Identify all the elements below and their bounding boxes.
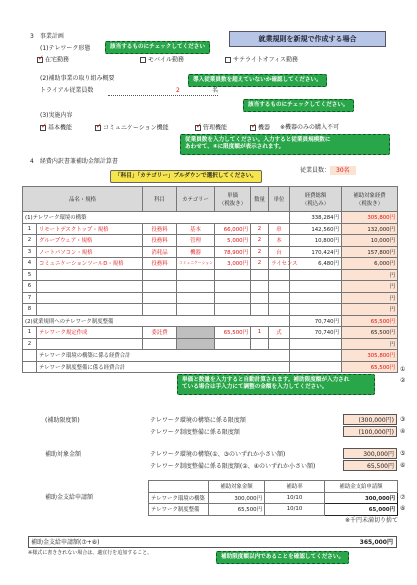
- total-cost: [290, 281, 342, 293]
- group2-subsidy: 65,500円: [342, 315, 398, 327]
- subject-select[interactable]: 役務料: [143, 235, 177, 247]
- group1-label: (1)テレワーク環境の構築: [23, 212, 290, 224]
- unit-price[interactable]: [215, 304, 251, 316]
- unit[interactable]: [269, 269, 290, 281]
- subsidy-cost: 157,800円: [342, 246, 398, 258]
- subsidy-cost: 円: [342, 304, 398, 316]
- q2-label: (2)補助事業の取り組み概要: [40, 75, 115, 82]
- group1-row: [23, 246, 398, 258]
- unit-price[interactable]: [215, 292, 251, 304]
- group1-row: [23, 292, 398, 304]
- group1-row: [23, 235, 398, 247]
- application-table: [148, 480, 398, 516]
- unit-price[interactable]: 3,000円: [215, 258, 251, 270]
- quantity[interactable]: [251, 304, 269, 316]
- row-number: 2: [23, 338, 37, 350]
- total-cost: 10,800円: [290, 235, 342, 247]
- total-cost: 6,480円: [290, 258, 342, 270]
- marker-3: ③: [400, 416, 406, 423]
- header-category: カテゴリー: [177, 187, 215, 212]
- category-select[interactable]: [177, 327, 215, 339]
- unit-price[interactable]: [215, 281, 251, 293]
- row-number: 7: [23, 292, 37, 304]
- unit[interactable]: [269, 338, 290, 350]
- app-col-value: 補助金支給申請額: [325, 481, 398, 493]
- subsidy-cost: 円: [342, 338, 398, 350]
- limits-heading: (補助限度額): [45, 417, 80, 424]
- app-row2-label: テレワーク制度整備: [149, 504, 209, 516]
- subject-select[interactable]: [143, 292, 177, 304]
- header-unit: 単位: [269, 187, 290, 212]
- option-device[interactable]: ✓ 機器: [250, 125, 270, 132]
- app-row2-amount: 65,500円: [209, 504, 265, 516]
- marker-7: ⑦: [400, 494, 406, 501]
- category-select[interactable]: 管理: [177, 235, 215, 247]
- row-number: 2: [23, 235, 37, 247]
- item-name[interactable]: [37, 269, 143, 281]
- device-note: ※機器のみの購入不可: [280, 124, 340, 131]
- subject-select[interactable]: [143, 338, 177, 350]
- app-row1-amount: 300,000円: [209, 492, 265, 504]
- unit[interactable]: ライセンス: [269, 258, 290, 270]
- expense-table: [22, 186, 398, 373]
- header-unit-price: 単価 （税抜き）: [215, 187, 251, 212]
- group2-total: 70,740円: [290, 315, 342, 327]
- marker-2: ②: [400, 377, 406, 384]
- header-total: 経費総額 （税込み）: [290, 187, 342, 212]
- subject-select[interactable]: [143, 281, 177, 293]
- sum1-row: [23, 350, 398, 362]
- unit-price[interactable]: 65,500円: [215, 327, 251, 339]
- unit-price[interactable]: 66,000円: [215, 223, 251, 235]
- quantity[interactable]: 2: [251, 258, 269, 270]
- option-mobile[interactable]: モバイル勤務: [140, 57, 184, 64]
- row-number: 1: [23, 223, 37, 235]
- target2-label: テレワーク制度整備に係る限度額(②、④のいずれか小さい額): [150, 463, 316, 470]
- callout-employee-limit: 導入従業員数を超えていないか確認してください。: [188, 74, 327, 87]
- table-header-row: [23, 187, 398, 212]
- subsidy-cost: 10,000円: [342, 235, 398, 247]
- q3-label: (3)実施内容: [40, 112, 73, 119]
- total-cost: 70,740円: [290, 327, 342, 339]
- unit-price[interactable]: [215, 269, 251, 281]
- group1-row: [23, 212, 398, 224]
- row-number: 3: [23, 246, 37, 258]
- quantity[interactable]: 2: [251, 235, 269, 247]
- header-qty: 数量: [251, 187, 269, 212]
- app-col-amount: 補助対象金額: [209, 481, 265, 493]
- marker-1: ①: [400, 366, 406, 373]
- total-cost: [290, 292, 342, 304]
- target1-value: 300,000円: [343, 448, 397, 459]
- group2-row: [23, 327, 398, 339]
- row-number: 4: [23, 258, 37, 270]
- unit-price[interactable]: 78,900円: [215, 246, 251, 258]
- item-name[interactable]: コミュニケーションツールD・規格: [37, 258, 143, 270]
- final-value: 365,000円: [359, 539, 393, 546]
- category-select[interactable]: 機器: [177, 246, 215, 258]
- rounding-note: ※千円未満切り捨て: [345, 517, 399, 524]
- q1-label: (1)テレワーク形態: [40, 45, 91, 52]
- final-label: 補助金支給申請額(⑦+⑧): [31, 539, 100, 546]
- row-number: 1: [23, 327, 37, 339]
- option-satellite[interactable]: サテライトオフィス勤務: [225, 57, 298, 64]
- quantity[interactable]: [251, 338, 269, 350]
- callout-check-content: 該当するものにチェックしてください。: [243, 99, 354, 112]
- title-box: 就業規則を新規で作成する場合: [229, 31, 386, 47]
- item-name[interactable]: [37, 304, 143, 316]
- checkbox-icon[interactable]: [195, 125, 201, 131]
- total-cost: [290, 269, 342, 281]
- target-heading: 補助対象金額: [45, 451, 82, 458]
- row-number: 8: [23, 304, 37, 316]
- header-item: 品名・規格: [23, 187, 143, 212]
- marker-4: ④: [400, 428, 406, 435]
- subject-select[interactable]: 委託費: [143, 327, 177, 339]
- marker-6: ⑥: [400, 462, 406, 469]
- sum2-label: テレワーク制度整備に係る経費合計: [37, 361, 290, 373]
- item-name[interactable]: テレワーク規定作成: [37, 327, 143, 339]
- option-basic[interactable]: ✓基本機能: [40, 125, 72, 132]
- group1-row: [23, 258, 398, 270]
- checkbox-icon[interactable]: [250, 125, 256, 131]
- app-row1-value: 300,000円: [325, 492, 398, 504]
- group1-row: [23, 304, 398, 316]
- marker-8: ⑧: [400, 505, 406, 512]
- limit1-value: (300,000円): [343, 414, 397, 425]
- section4-heading: 4 経費内訳書兼補助金額計算書: [30, 158, 118, 165]
- app-row2-value: 65,000円: [325, 504, 398, 516]
- group1-total: 338,284円: [290, 212, 342, 224]
- category-select[interactable]: [177, 338, 215, 350]
- unit-price[interactable]: [215, 338, 251, 350]
- option-communication[interactable]: ✓ コミュニケーション機能: [95, 125, 169, 132]
- sum1-value: 305,800円: [342, 350, 398, 362]
- callout-auto-calc: 単価と数量を入力すると自動計算されます。補助限度額が入力され ている場合は手入力にて調整の金額を入力してください。: [177, 374, 375, 395]
- category-select[interactable]: 基本: [177, 223, 215, 235]
- checkbox-icon[interactable]: [37, 57, 43, 63]
- employee-count-input[interactable]: 30名: [330, 166, 356, 175]
- group1-row: [23, 281, 398, 293]
- trial-value[interactable]: 2: [176, 87, 180, 94]
- limit2-label: テレワーク制度整備に係る限度額: [150, 429, 240, 436]
- option-home[interactable]: ✓在宅勤務: [37, 57, 69, 64]
- category-select[interactable]: [177, 304, 215, 316]
- unit[interactable]: [269, 292, 290, 304]
- row-number: 6: [23, 281, 37, 293]
- app-row1-rate: 10/10: [265, 492, 325, 504]
- group2-row: [23, 315, 398, 327]
- quantity[interactable]: [251, 292, 269, 304]
- callout-employee-count: 従業員数を入力してください。入力すると従業員規模数に あわせて、④に限度額が表示されます。: [180, 134, 390, 155]
- checkbox-icon[interactable]: [95, 125, 101, 131]
- footnote: ※様式に書ききれない場合は、適宜行を追加すること。: [28, 550, 153, 556]
- header-subsidy: 補助対象経費 （税抜き）: [342, 187, 398, 212]
- callout-dropdown: 「科目」「カテゴリー」プルダウンで選択してください。: [110, 170, 262, 183]
- sum2-row: [23, 361, 398, 373]
- callout-limit-check: 補助限度額以内であることを確認してください。: [216, 551, 349, 564]
- item-name[interactable]: ノートパソコン・規格: [37, 246, 143, 258]
- quantity[interactable]: 2: [251, 223, 269, 235]
- item-name[interactable]: グループウェア・規格: [37, 235, 143, 247]
- option-management[interactable]: ✓ 管理機能: [195, 125, 227, 132]
- subsidy-cost: 円: [342, 269, 398, 281]
- unit[interactable]: 台: [269, 246, 290, 258]
- group1-row: [23, 223, 398, 235]
- subject-select[interactable]: [143, 304, 177, 316]
- unit[interactable]: 式: [269, 327, 290, 339]
- category-select[interactable]: [177, 281, 215, 293]
- header-subject: 科目: [143, 187, 177, 212]
- total-cost: 170,424円: [290, 246, 342, 258]
- subject-select[interactable]: 役務料: [143, 258, 177, 270]
- quantity[interactable]: 1: [251, 327, 269, 339]
- item-name[interactable]: [37, 338, 143, 350]
- target2-value: 65,500円: [343, 460, 397, 471]
- checkbox-icon[interactable]: [140, 57, 146, 63]
- section3-heading: 3 事業計画: [30, 33, 64, 40]
- app-row1-label: テレワーク環境の構築: [149, 492, 209, 504]
- unit[interactable]: [269, 281, 290, 293]
- sum1-label: テレワーク環境の構築に係る経費合計: [37, 350, 290, 362]
- unit[interactable]: 本: [269, 235, 290, 247]
- total-cost: [290, 338, 342, 350]
- checkbox-icon[interactable]: [225, 57, 231, 63]
- subsidy-cost: 円: [342, 281, 398, 293]
- group2-label: (2)就業規則へのテレワーク制度整備: [23, 315, 290, 327]
- unit-price[interactable]: 5,000円: [215, 235, 251, 247]
- item-name[interactable]: [37, 292, 143, 304]
- trial-label: トライアル従業員数: [40, 87, 94, 94]
- subject-select[interactable]: [143, 269, 177, 281]
- application-heading: 補助金支給申請額: [45, 494, 94, 501]
- subject-select[interactable]: 役務料: [143, 223, 177, 235]
- employee-count: 従業員数： 30名: [300, 168, 356, 174]
- item-name[interactable]: [37, 281, 143, 293]
- category-select[interactable]: [177, 292, 215, 304]
- quantity[interactable]: [251, 269, 269, 281]
- quantity[interactable]: [251, 281, 269, 293]
- marker-5: ⑤: [400, 450, 406, 457]
- subsidy-cost: 円: [342, 292, 398, 304]
- quantity[interactable]: 2: [251, 246, 269, 258]
- total-cost: [290, 304, 342, 316]
- group1-subsidy: 305,800円: [342, 212, 398, 224]
- limit1-label: テレワーク環境の構築に係る限度額: [150, 417, 246, 424]
- limit2-value: (100,000円): [343, 426, 397, 437]
- category-select[interactable]: [177, 269, 215, 281]
- callout-check-form: 該当するものにチェックしてください: [105, 41, 210, 54]
- subject-select[interactable]: 消耗品: [143, 246, 177, 258]
- item-name[interactable]: リモートデスクトップ・規格: [37, 223, 143, 235]
- unit[interactable]: 串: [269, 223, 290, 235]
- trial-unit: 名: [212, 87, 219, 94]
- final-row: [28, 536, 397, 548]
- category-select[interactable]: コミュニケーション: [177, 258, 215, 270]
- unit[interactable]: [269, 304, 290, 316]
- sum2-value: 65,500円: [342, 361, 398, 373]
- app-col-rate: 補助率: [265, 481, 325, 493]
- subsidy-cost: 6,000円: [342, 258, 398, 270]
- target1-label: テレワーク環境の構築(①、③のいずれか小さい額): [150, 451, 286, 458]
- row-number: 5: [23, 269, 37, 281]
- total-cost: 142,560円: [290, 223, 342, 235]
- checkbox-icon[interactable]: [40, 125, 46, 131]
- group2-row: [23, 338, 398, 350]
- subsidy-cost: 65,500円: [342, 327, 398, 339]
- group1-row: [23, 269, 398, 281]
- app-row2-rate: 10/10: [265, 504, 325, 516]
- subsidy-cost: 132,000円: [342, 223, 398, 235]
